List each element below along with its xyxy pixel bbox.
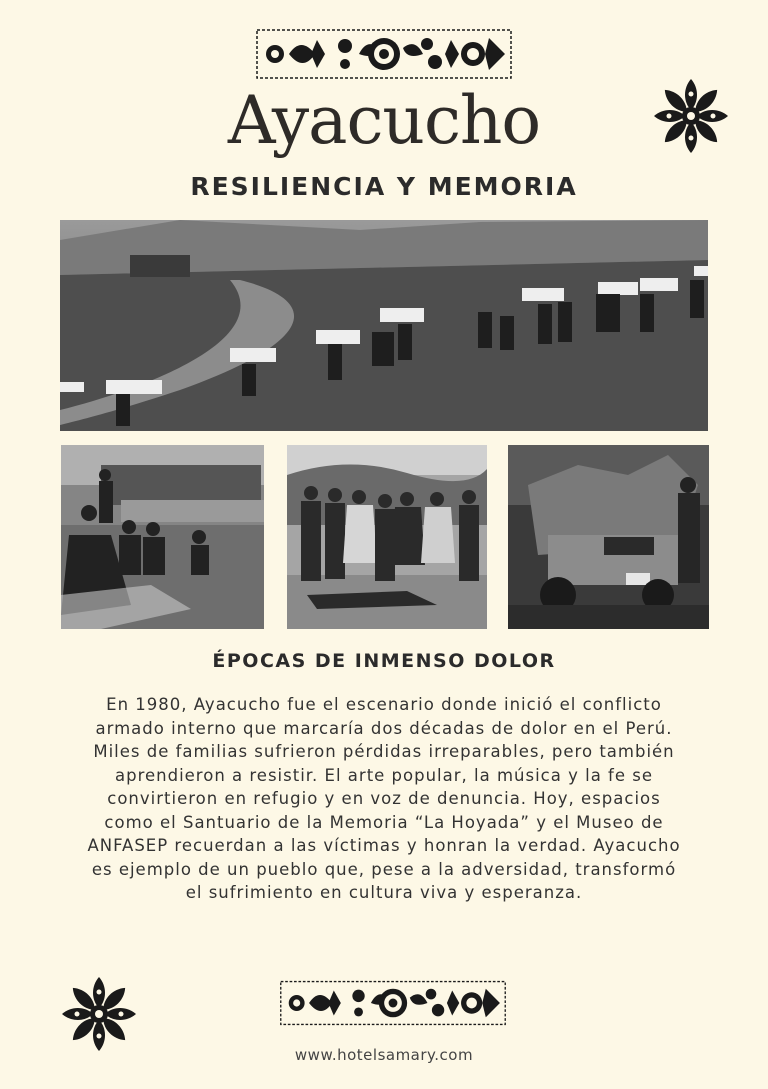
page-subtitle: RESILIENCIA Y MEMORIA	[190, 172, 578, 201]
bottom-floral-ornament-icon	[279, 978, 507, 1028]
main-photo-procession	[60, 220, 708, 431]
page-title: Ayacucho	[227, 82, 541, 159]
section-heading: ÉPOCAS DE INMENSO DOLOR	[212, 650, 556, 672]
photo-group-mourning	[287, 445, 487, 629]
photo-family-seated	[61, 445, 264, 629]
mandala-flower-icon-bottom	[60, 975, 138, 1053]
section-body-text: En 1980, Ayacucho fue el escenario donde inició el conflicto armado interno que marcaría dos décadas de dolor en el Perú. Miles de familias sufrieron pérdidas irreparables, pero también aprendieron a resistir. El arte popular, la música y la fe se convirtieron en refugio y en voz de denuncia. Hoy, espacios como el Santuario de la Memoria “La Hoyada” y el Museo de ANFASEP recuerdan a las víctimas y honran la verdad. Ayacucho es ejemplo de un pueblo que, pese a la adversidad, transformó el sufrimiento en cultura viva y esperanza.	[87, 695, 681, 902]
photo-wrecked-vehicle	[508, 445, 709, 629]
footer-website-link[interactable]: www.hotelsamary.com	[294, 1046, 474, 1064]
top-floral-ornament-icon	[255, 26, 513, 82]
